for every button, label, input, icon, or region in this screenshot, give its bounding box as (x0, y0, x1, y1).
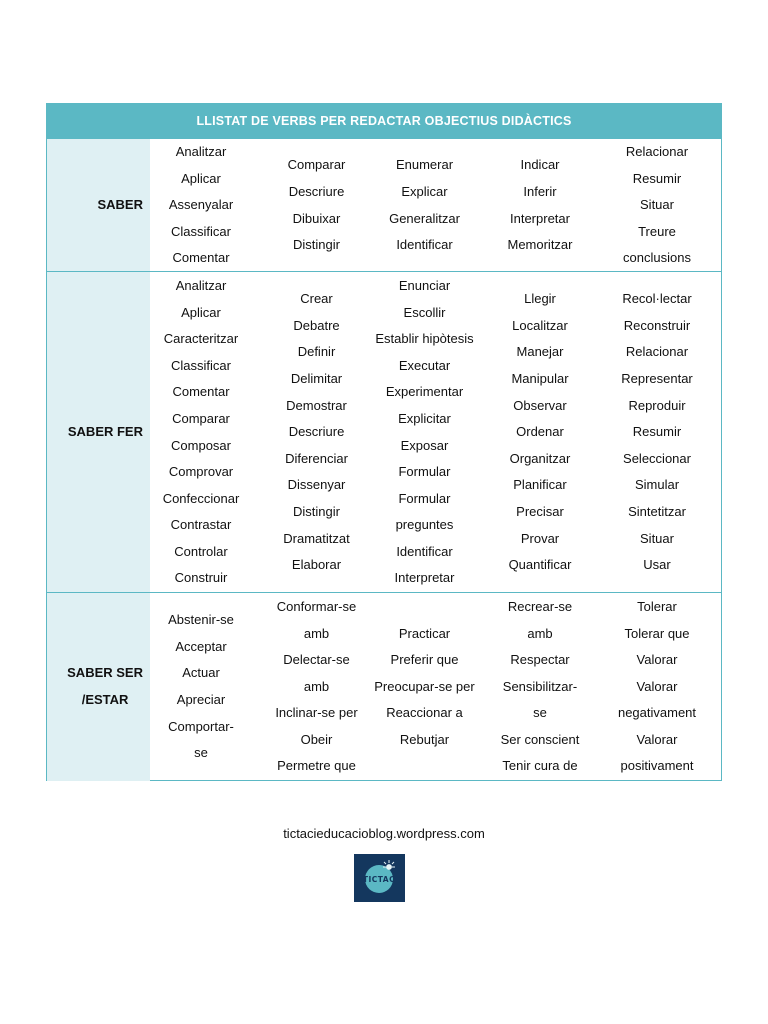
row-label-line-2: /ESTAR (81, 692, 129, 707)
verb-item: Recrear-se (507, 598, 573, 614)
row-label-cell (47, 593, 150, 781)
verb-item: Reconstruir (623, 317, 691, 333)
verb-item: Relacionar (625, 344, 689, 360)
verb-item: Delectar-se (283, 652, 350, 668)
verb-column-4 (490, 593, 590, 781)
verb-item: Descriure (288, 424, 345, 440)
verb-item: Dibuixar (292, 210, 341, 226)
verb-item: Valorar (636, 652, 678, 668)
verb-item: Establir hipòtesis (375, 331, 474, 347)
verb-item: Experimentar (385, 384, 464, 400)
verb-item: Reaccionar a (386, 705, 463, 721)
verb-item: Exposar (400, 437, 449, 453)
verb-column-1 (151, 139, 251, 272)
verb-item: Classificar (171, 223, 231, 239)
verb-item: Enumerar (395, 157, 454, 173)
verb-item: Aplicar (181, 170, 221, 186)
verb-item: Comparar (287, 157, 346, 173)
verb-item: Representar (621, 371, 693, 387)
verb-item: Explicar (401, 183, 448, 199)
verb-item: Resumir (632, 170, 682, 186)
table-row-saber-ser-estar (47, 592, 721, 781)
verb-item: Confeccionar (162, 490, 240, 506)
row-label-cell (47, 272, 150, 593)
verb-item: amb (303, 625, 330, 641)
verb-item: Distingir (293, 503, 340, 519)
verb-item: Provar (520, 530, 560, 546)
verb-item: positivament (620, 758, 694, 774)
verb-item: Diferenciar (285, 450, 348, 466)
verb-item: Conformar-se (276, 598, 357, 614)
verb-item: Localitzar (512, 317, 568, 333)
verb-item: Inclinar-se per (275, 705, 358, 721)
verb-item: Elaborar (291, 557, 342, 573)
verb-item: Reproduir (628, 397, 686, 413)
verb-item: Descriure (288, 183, 345, 199)
row-label: SABER FER (67, 424, 143, 440)
verb-item: Recol·lectar (622, 291, 692, 307)
verb-item: Apreciar (176, 692, 226, 707)
verb-item: Sensibilitzar- (502, 678, 578, 694)
verb-item: Resumir (632, 424, 682, 440)
verb-item: Controlar (174, 543, 228, 559)
verb-item: Classificar (171, 357, 231, 373)
verb-item: Analitzar (175, 277, 227, 293)
verb-item: Quantificar (508, 557, 572, 573)
verb-item: Comentar (172, 384, 230, 400)
verb-item: Valorar (636, 678, 678, 694)
verb-item: Interpretar (510, 210, 570, 226)
verb-item: Manipular (511, 371, 569, 387)
verb-item: Identificar (396, 543, 453, 559)
verb-item: Tolerar que (624, 625, 690, 641)
verb-item: Inferir (523, 183, 557, 199)
verb-item: Seleccionar (623, 450, 691, 466)
verb-item: Formular (398, 490, 451, 506)
verb-item: Contrastar (170, 517, 232, 533)
verb-item: preguntes (395, 517, 454, 533)
verb-item: Escollir (403, 304, 446, 320)
verb-item: Crear (300, 291, 333, 307)
table-row-saber-fer (47, 271, 721, 593)
verb-item: Debatre (293, 317, 340, 333)
verb-column-3 (367, 272, 482, 593)
verb-item: Rebutjar (399, 731, 450, 747)
verb-item: Ordenar (516, 424, 564, 440)
verb-item: Tolerar (637, 598, 677, 614)
verb-item: Situar (640, 197, 674, 213)
verb-item: Relacionar (625, 144, 689, 160)
verb-item: Indicar (520, 157, 560, 173)
verb-column-4 (490, 272, 590, 593)
table-title: LLISTAT DE VERBS PER REDACTAR OBJECTIUS DIDÀCTICS (47, 104, 721, 138)
tictac-logo-icon (354, 854, 405, 902)
verb-item: Practicar (398, 625, 451, 641)
verbs-table (46, 103, 722, 781)
row-label-cell (47, 139, 150, 272)
verb-item: Llegir (524, 291, 556, 307)
verb-item: Delimitar (290, 371, 343, 387)
verb-item: Construir (174, 570, 228, 586)
verb-item: Precisar (516, 503, 564, 519)
verb-item: Preocupar-se per (374, 678, 475, 694)
verb-item: Explicitar (398, 410, 451, 426)
verb-item: amb (527, 625, 553, 641)
verb-item: Planificar (513, 477, 567, 493)
verb-item: Formular (398, 464, 451, 480)
verb-item: Comportar- (168, 718, 234, 734)
verb-item: Observar (513, 397, 567, 413)
verb-item: conclusions (623, 250, 691, 266)
row-label-line-1: SABER SER (67, 665, 143, 681)
verb-item: Respectar (510, 652, 570, 668)
verb-item: Comprovar (168, 464, 234, 480)
verb-item: Comparar (172, 410, 230, 426)
verb-item: Treure (638, 223, 676, 239)
verb-column-1 (151, 593, 251, 781)
verb-column-4 (490, 139, 590, 272)
verb-column-3 (367, 593, 482, 781)
verb-item: Abstenir-se (168, 612, 234, 628)
verb-item: Sintetitzar (628, 503, 686, 519)
verb-column-1 (151, 272, 251, 593)
verb-item: Ser conscient (500, 731, 580, 747)
verb-item: Manejar (516, 344, 564, 360)
verb-item: Obeir (300, 731, 333, 747)
verb-item: Analitzar (175, 144, 227, 160)
verb-column-5 (601, 139, 713, 272)
verb-item: Composar (171, 437, 231, 453)
verb-item: Demostrar (286, 397, 347, 413)
verb-item: Acceptar (175, 638, 227, 654)
verb-item: Memoritzar (507, 237, 573, 253)
verb-item: Distingir (293, 237, 340, 253)
verb-item: Actuar (182, 665, 220, 681)
verb-item: Identificar (396, 237, 453, 253)
verb-item: Dissenyar (287, 477, 346, 493)
tictac-logo-text: TICTAC (362, 875, 396, 884)
tictac-logo (354, 854, 405, 902)
verb-item: Valorar (636, 731, 678, 747)
verb-item: Enunciar (398, 277, 451, 293)
verb-column-3 (367, 139, 482, 272)
verb-item: Tenir cura de (502, 758, 578, 774)
verb-column-5 (601, 272, 713, 593)
verb-item: Usar (643, 557, 671, 573)
verb-column-5 (601, 593, 713, 781)
verb-item: se (194, 745, 208, 761)
table-row-saber (47, 138, 721, 272)
verb-item: Assenyalar (168, 197, 234, 213)
verb-item: negativament (617, 705, 697, 721)
verb-item: Executar (398, 357, 451, 373)
footer-url-link[interactable]: tictacieducacioblog.wordpress.com (283, 826, 485, 841)
verb-item: Interpretar (394, 570, 455, 586)
verb-column-2 (258, 139, 375, 272)
verb-item: Situar (640, 530, 674, 546)
verb-item: Aplicar (181, 304, 221, 320)
verb-item: se (533, 705, 547, 721)
verb-item: Caracteritzar (163, 331, 239, 347)
verb-item: Dramatitzat (283, 530, 350, 546)
verb-item: Comentar (172, 250, 230, 266)
row-label (67, 660, 143, 713)
verb-item: Generalitzar (389, 210, 460, 226)
verb-item: Preferir que (390, 652, 459, 668)
row-label: SABER (97, 197, 143, 213)
verb-column-2 (258, 272, 375, 593)
verb-item: Definir (297, 344, 336, 360)
verb-item: amb (303, 678, 330, 694)
verb-item: Permetre que (277, 758, 356, 774)
verb-column-2 (258, 593, 375, 781)
verb-item: Organitzar (509, 450, 571, 466)
verb-item: Simular (634, 477, 680, 493)
